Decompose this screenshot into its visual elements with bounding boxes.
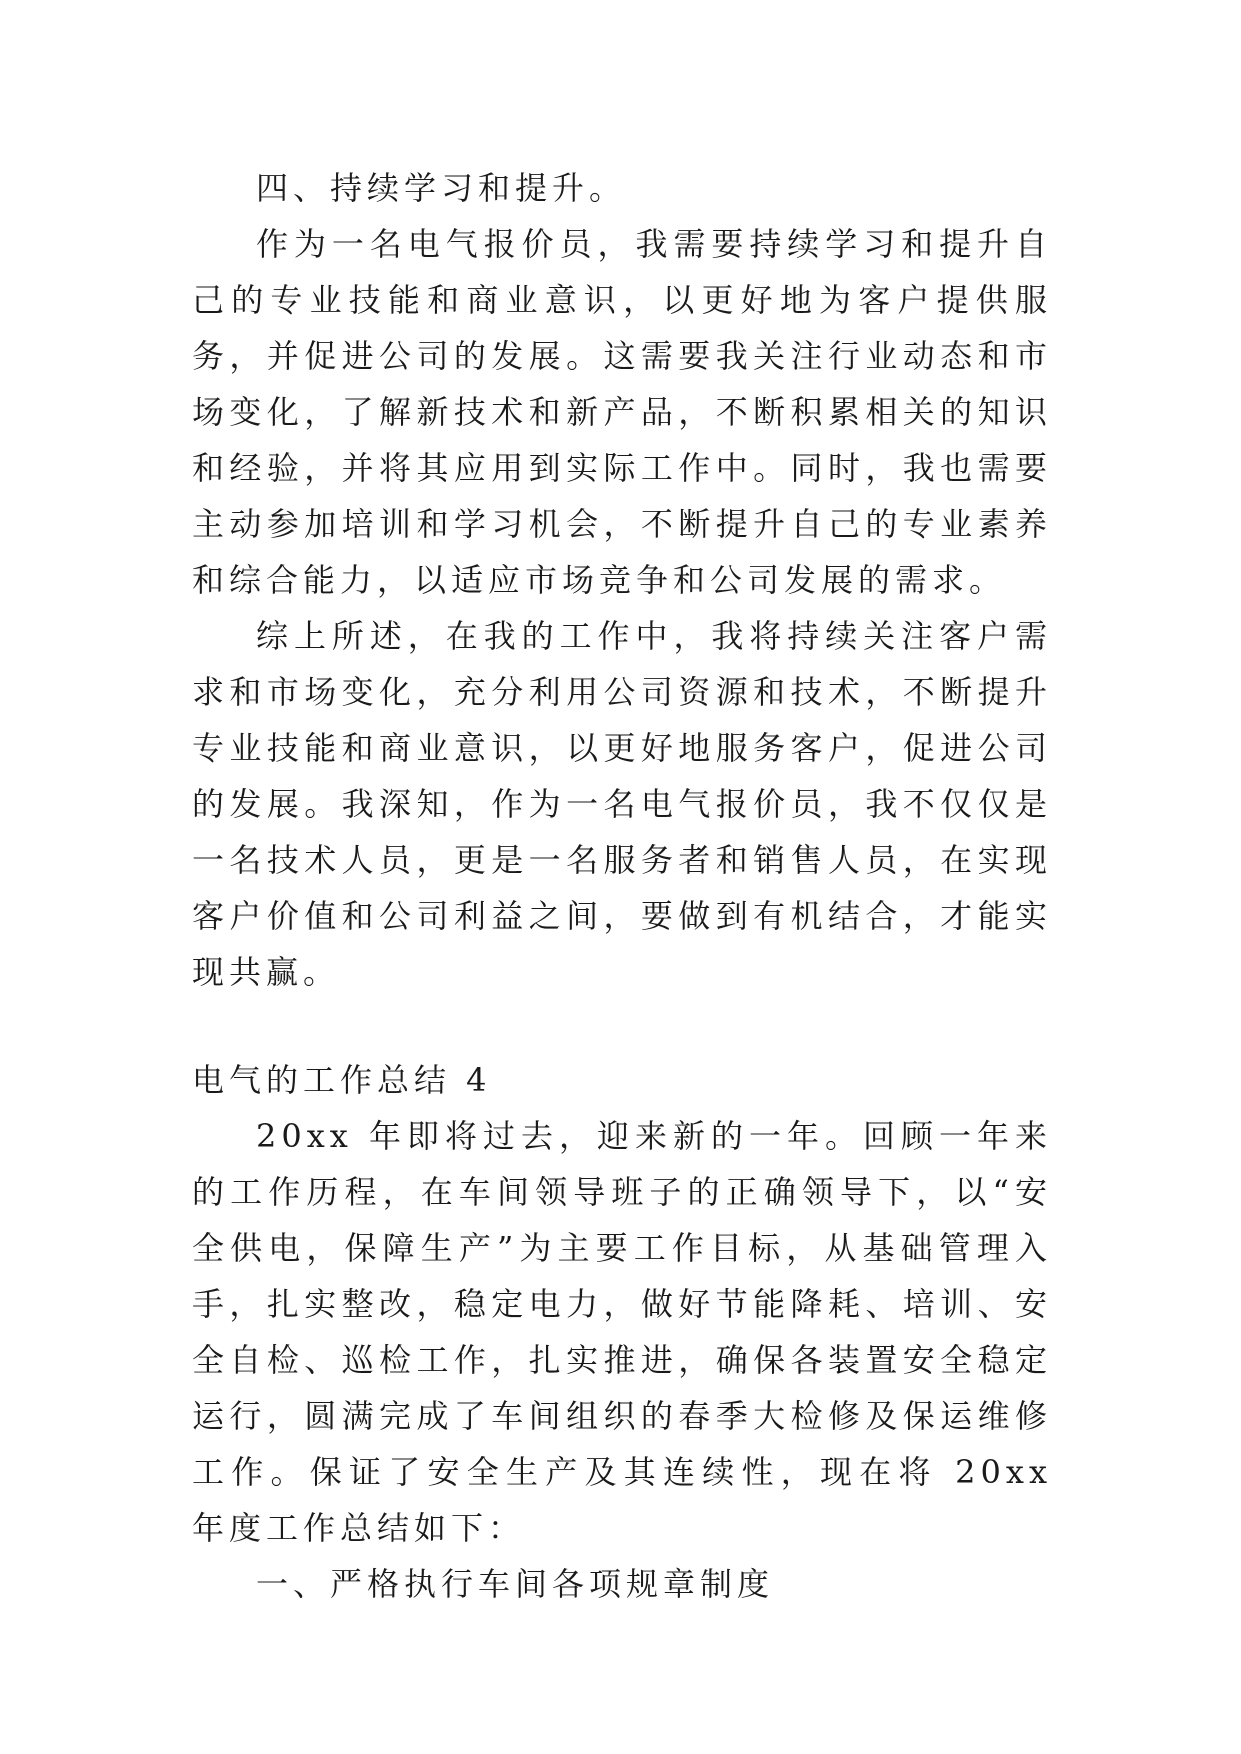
section-heading-rules: 一、严格执行车间各项规章制度 <box>256 1565 775 1603</box>
document-body <box>192 160 1052 1612</box>
section-heading-continuous-learning: 四、持续学习和提升。 <box>256 169 627 207</box>
paragraph-summary: 综上所述，在我的工作中，我将持续关注客户需求和市场变化，充分利用公司资源和技术，不断提升专业技能和商业意识，以更好地服务客户，促进公司的发展。我深知，作为一名电气报价员，我不仅仅是一名技术人员，更是一名服务者和销售人员，在实现客户价值和公司利益之间，要做到有机结合，才能实现共赢。 <box>192 617 1052 991</box>
paragraph-annual-review: 20xx 年即将过去，迎来新的一年。回顾一年来的工作历程，在车间领导班子的正确领导下，以“安全供电，保障生产”为主要工作目标，从基础管理入手，扎实整改，稳定电力，做好节能降耗、培训、安全自检、巡检工作，扎实推进，确保各装置安全稳定运行，圆满完成了车间组织的春季大检修及保运维修工作。保证了安全生产及其连续性，现在将 20xx 年度工作总结如下： <box>192 1117 1052 1547</box>
section-title: 电气的工作总结 4 <box>192 1061 492 1099</box>
paragraph-learning: 作为一名电气报价员，我需要持续学习和提升自己的专业技能和商业意识，以更好地为客户提供服务，并促进公司的发展。这需要我关注行业动态和市场变化，了解新技术和新产品，不断积累相关的知识和经验，并将其应用到实际工作中。同时，我也需要主动参加培训和学习机会，不断提升自己的专业素养和综合能力，以适应市场竞争和公司发展的需求。 <box>192 225 1052 599</box>
